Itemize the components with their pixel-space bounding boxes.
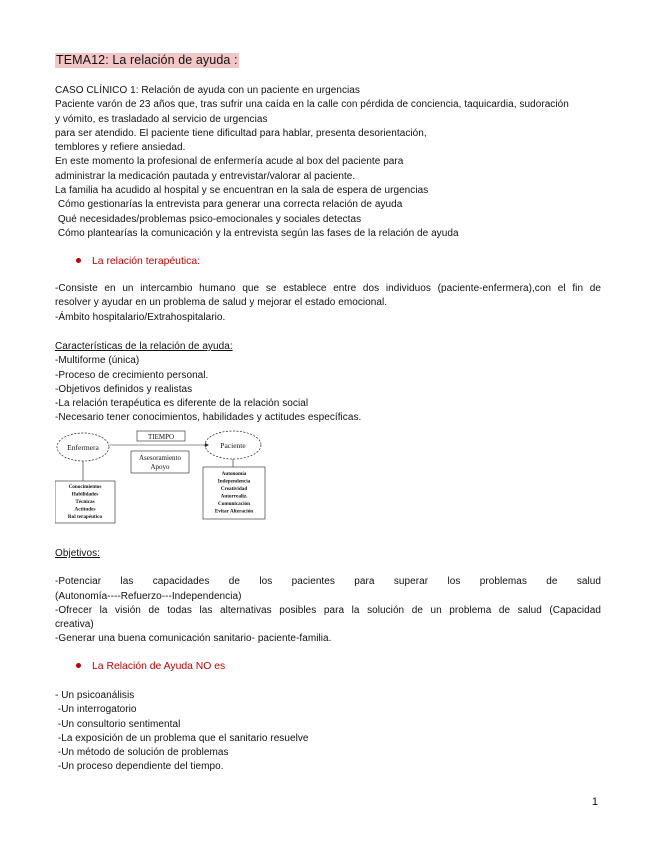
attribute-label: Rol terapéutico [67, 514, 103, 520]
time-label: TIEMPO [147, 433, 175, 441]
list-item: -La relación terapéutica es diferente de la relación social [55, 398, 309, 410]
case-line: y vómito, es trasladado al servicio de urgencias [55, 113, 268, 125]
attribute-label: Conocimientos [68, 484, 102, 490]
paragraph-line: creativa) [55, 619, 94, 631]
case-line: administrar la medicación pautada y entrevistar/valorar al paciente. [55, 170, 356, 182]
attribute-label: Actitudes [74, 506, 96, 513]
attribute-label: Comunicación [218, 501, 250, 507]
nurse-label: Enfermera [67, 443, 99, 452]
page-number: 1 [591, 796, 598, 808]
section-heading-no-es: La Relación de Ayuda NO es [76, 660, 225, 674]
paragraph-line: resolver y ayudar en un problema de salud y mejorar el estado emocional. [55, 297, 388, 309]
relationship-diagram [55, 425, 275, 525]
section-heading-relacion-terapeutica: La relación terapéutica: [76, 255, 200, 269]
list-item: -La exposición de un problema que el sanitario resuelve [55, 732, 309, 744]
case-line: temblores y refiere ansiedad. [55, 142, 186, 154]
attribute-label: Autonomía [221, 471, 247, 477]
attribute-label: Creatividad [220, 486, 248, 492]
list-item: -Objetivos definidos y realistas [55, 383, 193, 395]
paragraph-line: -Potenciar las capacidades de los pacientes para superar los problemas de salud [55, 576, 601, 588]
attribute-label: Evitar Alteración [214, 508, 254, 515]
arrow-head-icon [205, 443, 209, 447]
list-item: -Multiforme (única) [55, 355, 140, 367]
case-question: Cómo gestionarías la entrevista para generar una correcta relación de ayuda [55, 199, 403, 211]
list-item: -Un consultorio sentimental [55, 718, 181, 730]
section-no-es [55, 689, 601, 775]
middle-label: Asesoramiento [139, 454, 181, 462]
section-heading-caracteristicas: Características de la relación de ayuda: [55, 341, 233, 352]
list-item: -Un proceso dependiente del tiempo. [55, 761, 224, 773]
case-line: para ser atendido. El paciente tiene dificultad para hablar, presenta desorientación, [55, 127, 427, 139]
attribute-label: Independencia [217, 478, 251, 485]
middle-label: Apoyo [150, 463, 170, 471]
attribute-label: Habilidades [71, 491, 99, 498]
case-line: CASO CLÍNICO 1: Relación de ayuda con un paciente en urgencias [55, 85, 360, 96]
attribute-label: Autorrealiz. [220, 493, 248, 500]
bullet-dot-icon [76, 258, 81, 263]
case-line: Paciente varón de 23 años que, tras sufrir una caída en la calle con pérdida de conciencia, taquicardia, sudoración [55, 99, 569, 111]
paragraph-line: -Consiste en un intercambio humano que se establece entre dos individuos (paciente-enfermera),con el fin de [55, 283, 601, 294]
case-question: Cómo plantearías la comunicación y la entrevista según las fases de la relación de ayuda [55, 227, 459, 239]
section-relacion-terapeutica [55, 282, 601, 325]
list-item: -Proceso de crecimiento personal. [55, 369, 209, 381]
list-item: -Un método de solución de problemas [55, 747, 229, 759]
section-heading-objetivos: Objetivos: [55, 548, 100, 559]
case-question: Qué necesidades/problemas psico-emocionales y sociales detectas [55, 213, 362, 225]
bullet-dot-icon [76, 663, 81, 668]
paragraph-line: (Autonomía----Refuerzo---Independencia) [55, 590, 242, 602]
list-item: - Un psicoanálisis [55, 690, 135, 701]
section-objetivos [55, 547, 601, 647]
list-item: -Un interrogatorio [55, 704, 137, 716]
case-line: La familia ha acudido al hospital y se encuentran en la sala de espera de urgencias [55, 185, 429, 197]
clinical-case [55, 84, 601, 241]
case-line: En este momento la profesional de enfermería acude al box del paciente para [55, 156, 404, 168]
paragraph-line: -Ofrecer la visión de todas las alternativas posibles para la solución de un problema de salud (Capacidad [55, 604, 601, 616]
section-caracteristicas [55, 340, 601, 426]
list-item: -Necesario tener conocimientos, habilidades y actitudes específicas. [55, 412, 362, 424]
paragraph-line: -Generar una buena comunicación sanitario- paciente-familia. [55, 633, 332, 645]
paragraph-line: -Ámbito hospitalario/Extrahospitalario. [55, 311, 226, 323]
spacer [55, 561, 601, 575]
patient-label: Paciente [220, 441, 246, 450]
page-title: TEMA12: La relación de ayuda : [56, 53, 238, 67]
attribute-label: Técnicas [75, 499, 95, 505]
